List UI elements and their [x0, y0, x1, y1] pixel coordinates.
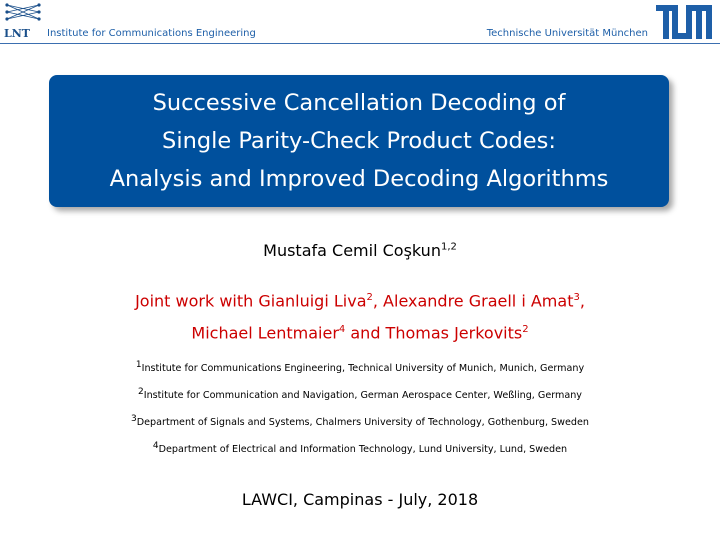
affiliation-item: [0, 387, 720, 414]
coauthor-amat: , Alexandre Graell i Amat: [372, 291, 574, 311]
affil-text: Institute for Communication and Navigation, German Aerospace Center, Weßling, Germany: [143, 390, 582, 402]
affiliation-item: [0, 360, 720, 387]
affiliation-item: [0, 414, 720, 441]
affil-mark: 3: [131, 414, 137, 424]
title-line-3: Analysis and Improved Decoding Algorithms: [109, 166, 609, 192]
title-line-1: Successive Cancellation Decoding of: [152, 90, 566, 116]
venue-date: LAWCI, Campinas - July, 2018: [241, 490, 479, 509]
title-box: [49, 75, 669, 207]
presentation-title: [110, 84, 609, 198]
presenting-author: [0, 241, 720, 260]
lnt-logo-text: LNT: [4, 27, 30, 40]
author-name: Mustafa Cemil Coşkun: [263, 241, 441, 260]
institute-name: Institute for Communications Engineering: [47, 28, 256, 39]
affiliation-item: [0, 441, 720, 468]
coauthors-prefix: Joint work with Gianluigi Liva: [135, 291, 367, 311]
tum-logo-icon: [656, 3, 712, 41]
liva-mark: 2: [366, 292, 373, 303]
slide-header: [0, 0, 720, 46]
affil-mark: 4: [152, 441, 159, 451]
university-name: Technische Universität München: [486, 28, 648, 39]
author-affil-marks: 1,2: [440, 241, 457, 253]
coauthor-lentmaier: Michael Lentmaier: [191, 323, 339, 343]
header-rule: [0, 43, 720, 44]
affil-text: Department of Electrical and Information Technology, Lund University, Lund, Sweden: [158, 444, 568, 456]
affil-text: Institute for Communications Engineering, Technical University of Munich, Munich, Germany: [141, 363, 585, 375]
lentmaier-mark: 4: [338, 324, 346, 336]
title-line-2: Single Parity-Check Product Codes:: [162, 128, 556, 154]
jerkovits-mark: 2: [522, 324, 529, 336]
affiliations-list: [0, 360, 720, 468]
coauthors: [0, 283, 720, 348]
amat-mark: 3: [573, 292, 580, 303]
affil-text: Department of Signals and Systems, Chalmers University of Technology, Gothenburg, Sweden: [136, 417, 589, 429]
affil-mark: 1: [135, 360, 142, 370]
coauthor-jerkovits: and Thomas Jerkovits: [345, 323, 523, 343]
coauthor-sep: ,: [579, 291, 585, 311]
affil-mark: 2: [138, 387, 144, 397]
